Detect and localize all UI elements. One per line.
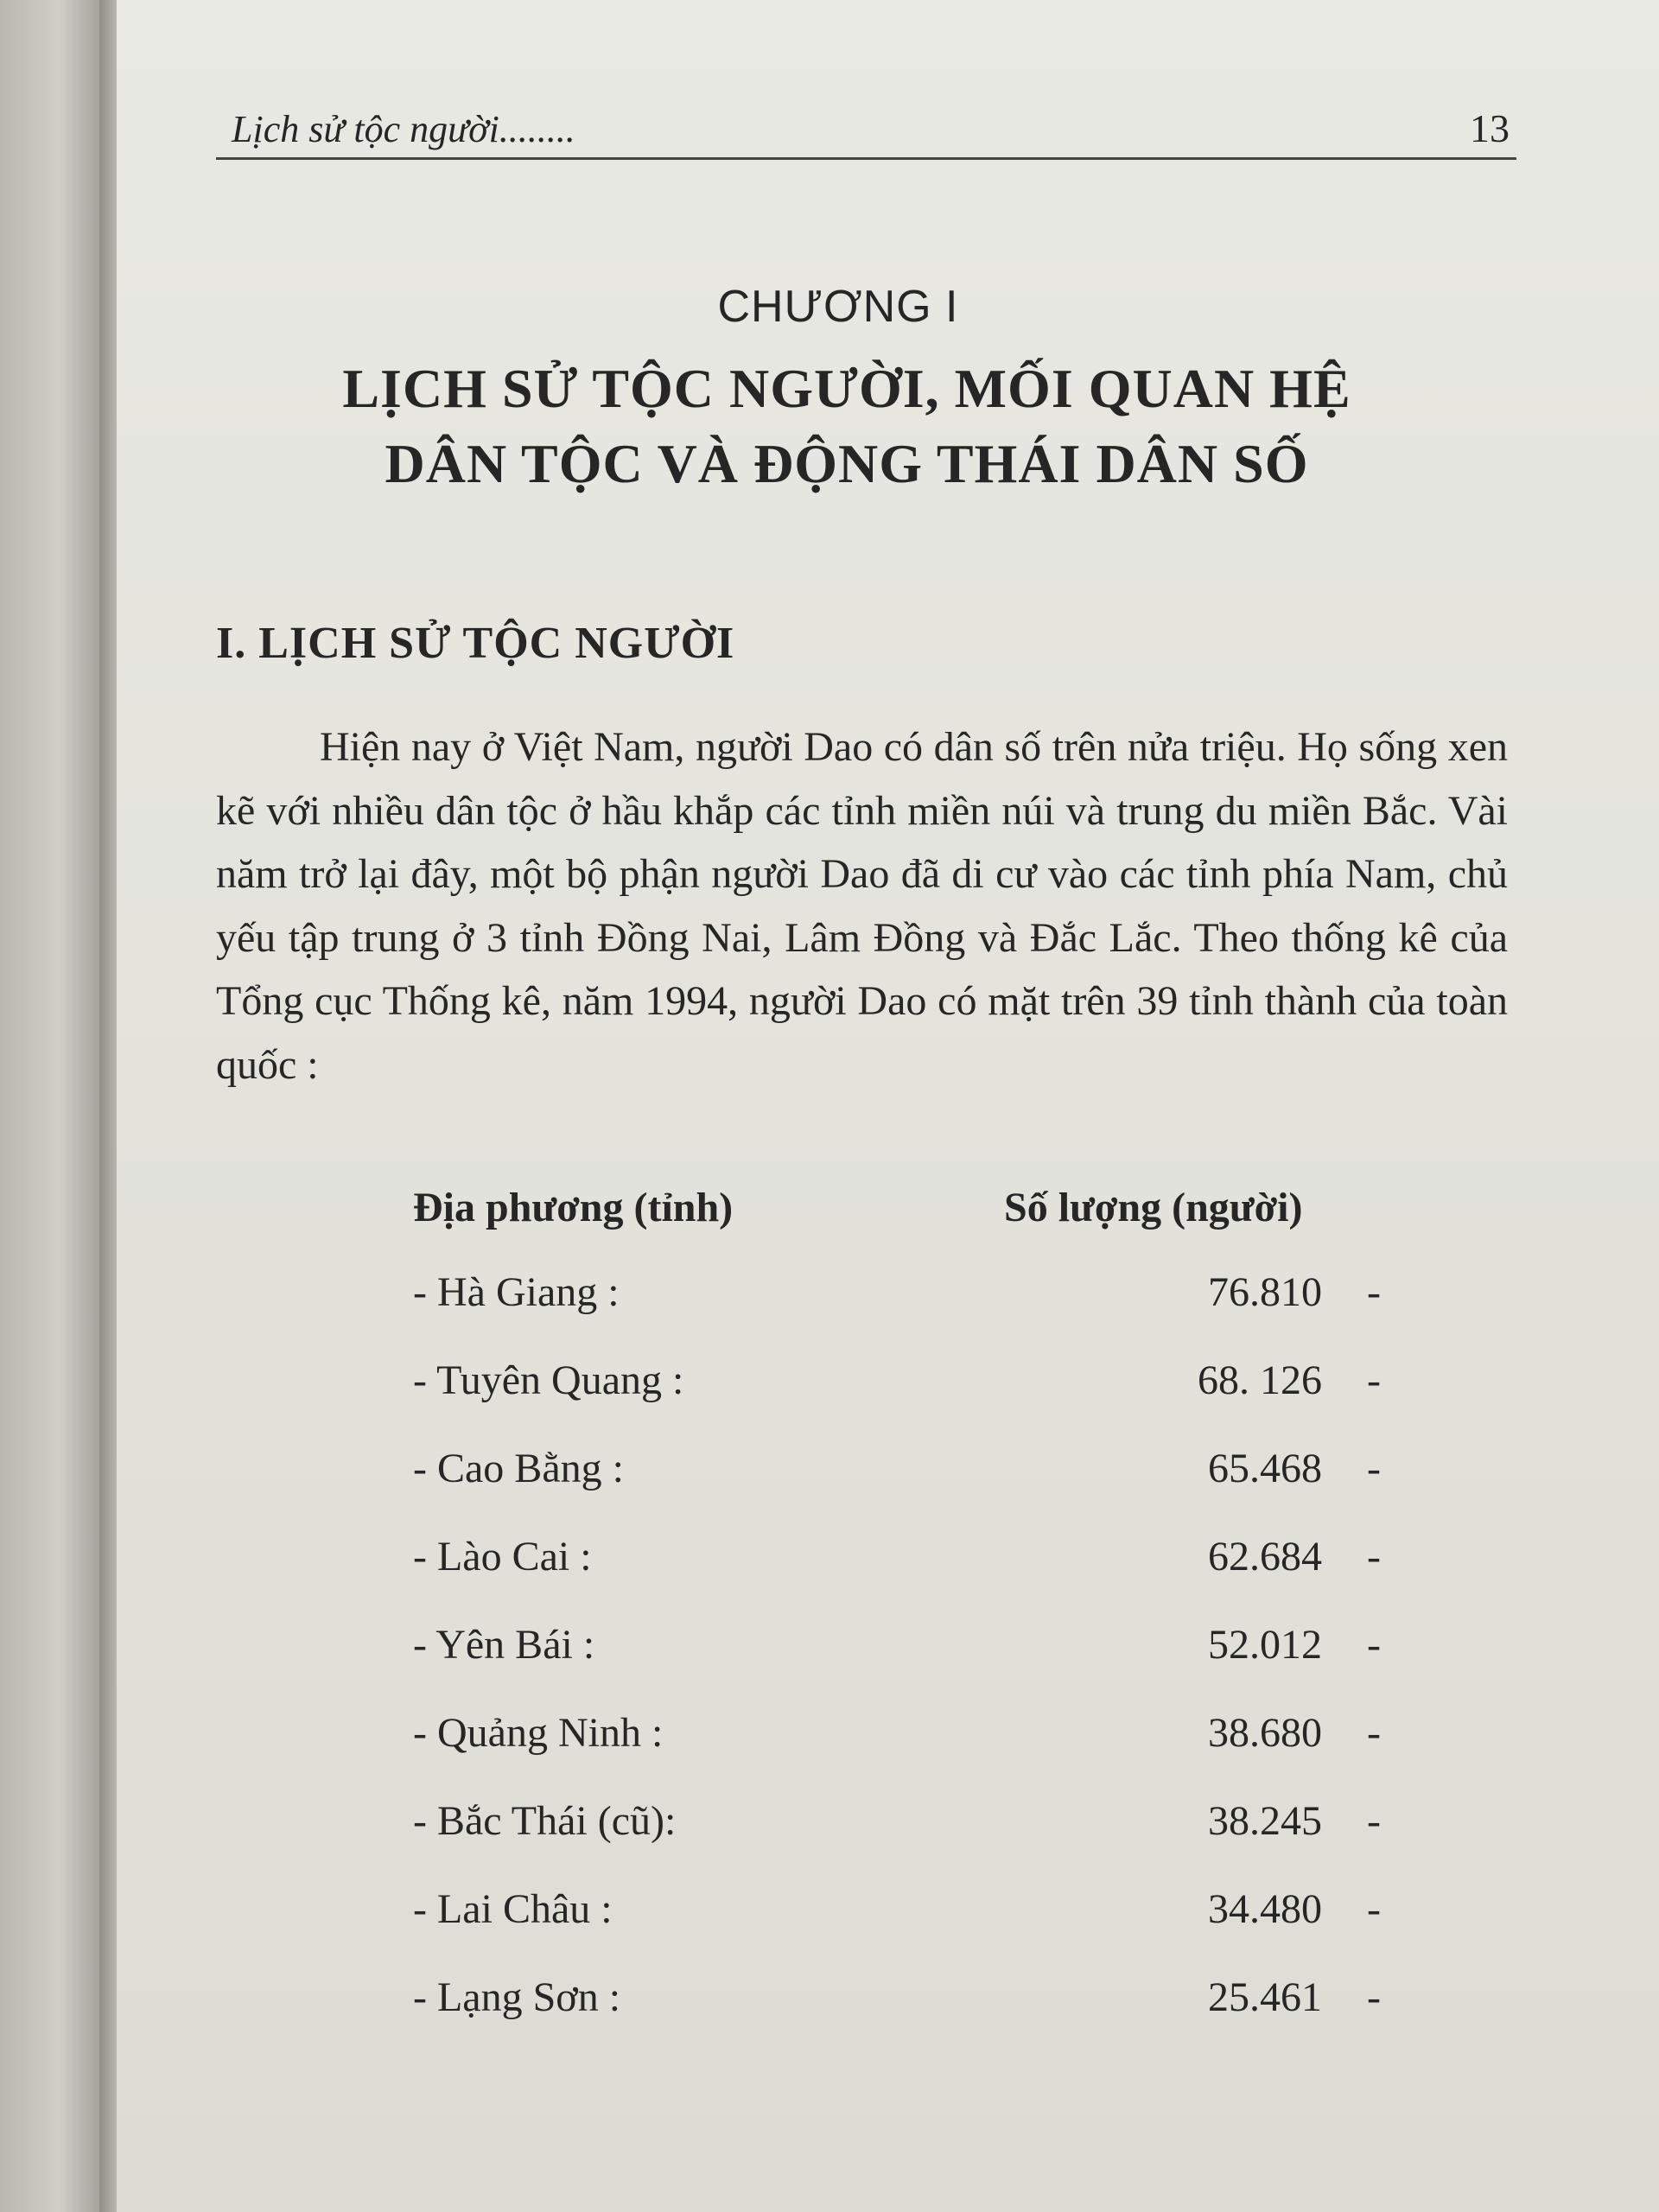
population-count: 76.810 [1208, 1269, 1322, 1315]
table-row [0, 1268, 1659, 1329]
population-count: 62.684 [1208, 1534, 1322, 1580]
row-dash-mark: - [1367, 1357, 1381, 1403]
population-count: 65.468 [1208, 1446, 1322, 1491]
table-row [0, 1621, 1659, 1681]
province-name: - Lào Cai : [413, 1534, 592, 1580]
row-dash-mark: - [1367, 1446, 1381, 1491]
population-count: 34.480 [1208, 1886, 1322, 1932]
province-name: - Lai Châu : [413, 1886, 613, 1932]
table-row [0, 1445, 1659, 1505]
population-count: 52.012 [1208, 1622, 1322, 1668]
population-count: 38.245 [1208, 1798, 1322, 1844]
table-row [0, 1885, 1659, 1946]
chapter-title-line-2: DÂN TỘC VÀ ĐỘNG THÁI DÂN SỐ [385, 433, 1309, 494]
province-name: - Cao Bằng : [413, 1446, 624, 1491]
running-title: Lịch sử tộc người........ [232, 108, 575, 150]
population-count: 38.680 [1208, 1710, 1322, 1756]
province-name: - Bắc Thái (cũ): [413, 1798, 677, 1844]
population-count: 25.461 [1208, 1974, 1322, 2020]
row-dash-mark: - [1367, 1269, 1381, 1315]
row-dash-mark: - [1367, 1974, 1381, 2020]
row-dash-mark: - [1367, 1534, 1381, 1580]
table-row [0, 1974, 1659, 2034]
table-row [0, 1357, 1659, 1417]
chapter-title-line-1: LỊCH SỬ TỘC NGƯỜI, MỐI QUAN HỆ [342, 358, 1351, 419]
body-paragraph: Hiện nay ở Việt Nam, người Dao có dân số trên nửa triệu. Họ sống xen kẽ với nhiều dân tộc ở hầu khắp các tỉnh miền núi và trung du miền Bắc. Vài năm trở lại đây, một bộ phận người Dao đã di cư vào các tỉnh phía Nam, chủ yếu tập trung ở 3 tỉnh Đồng Nai, Lâm Đồng và Đắc Lắc. Theo thống kê của Tổng cục Thống kê, năm 1994, người Dao có mặt trên 39 tỉnh thành của toàn quốc : [216, 724, 1508, 1088]
row-dash-mark: - [1367, 1798, 1381, 1844]
province-name: - Yên Bái : [413, 1622, 595, 1668]
table-row [0, 1533, 1659, 1593]
province-name: - Tuyên Quang : [413, 1357, 684, 1403]
province-name: - Lạng Sơn : [413, 1974, 621, 2020]
running-header [216, 104, 1516, 160]
row-dash-mark: - [1367, 1710, 1381, 1756]
province-name: - Quảng Ninh : [413, 1710, 664, 1756]
section-heading: I. LỊCH SỬ TỘC NGƯỜI [216, 619, 735, 668]
table-row [0, 1797, 1659, 1858]
province-name: - Hà Giang : [413, 1269, 620, 1315]
row-dash-mark: - [1367, 1622, 1381, 1668]
page-number: 13 [1470, 106, 1510, 150]
chapter-label: CHƯƠNG I [717, 282, 959, 332]
row-dash-mark: - [1367, 1886, 1381, 1932]
table-row [0, 1709, 1659, 1770]
population-count: 68. 126 [1198, 1357, 1322, 1403]
column-header-province: Địa phương (tỉnh) [413, 1185, 734, 1230]
column-header-count: Số lượng (người) [1004, 1185, 1303, 1230]
